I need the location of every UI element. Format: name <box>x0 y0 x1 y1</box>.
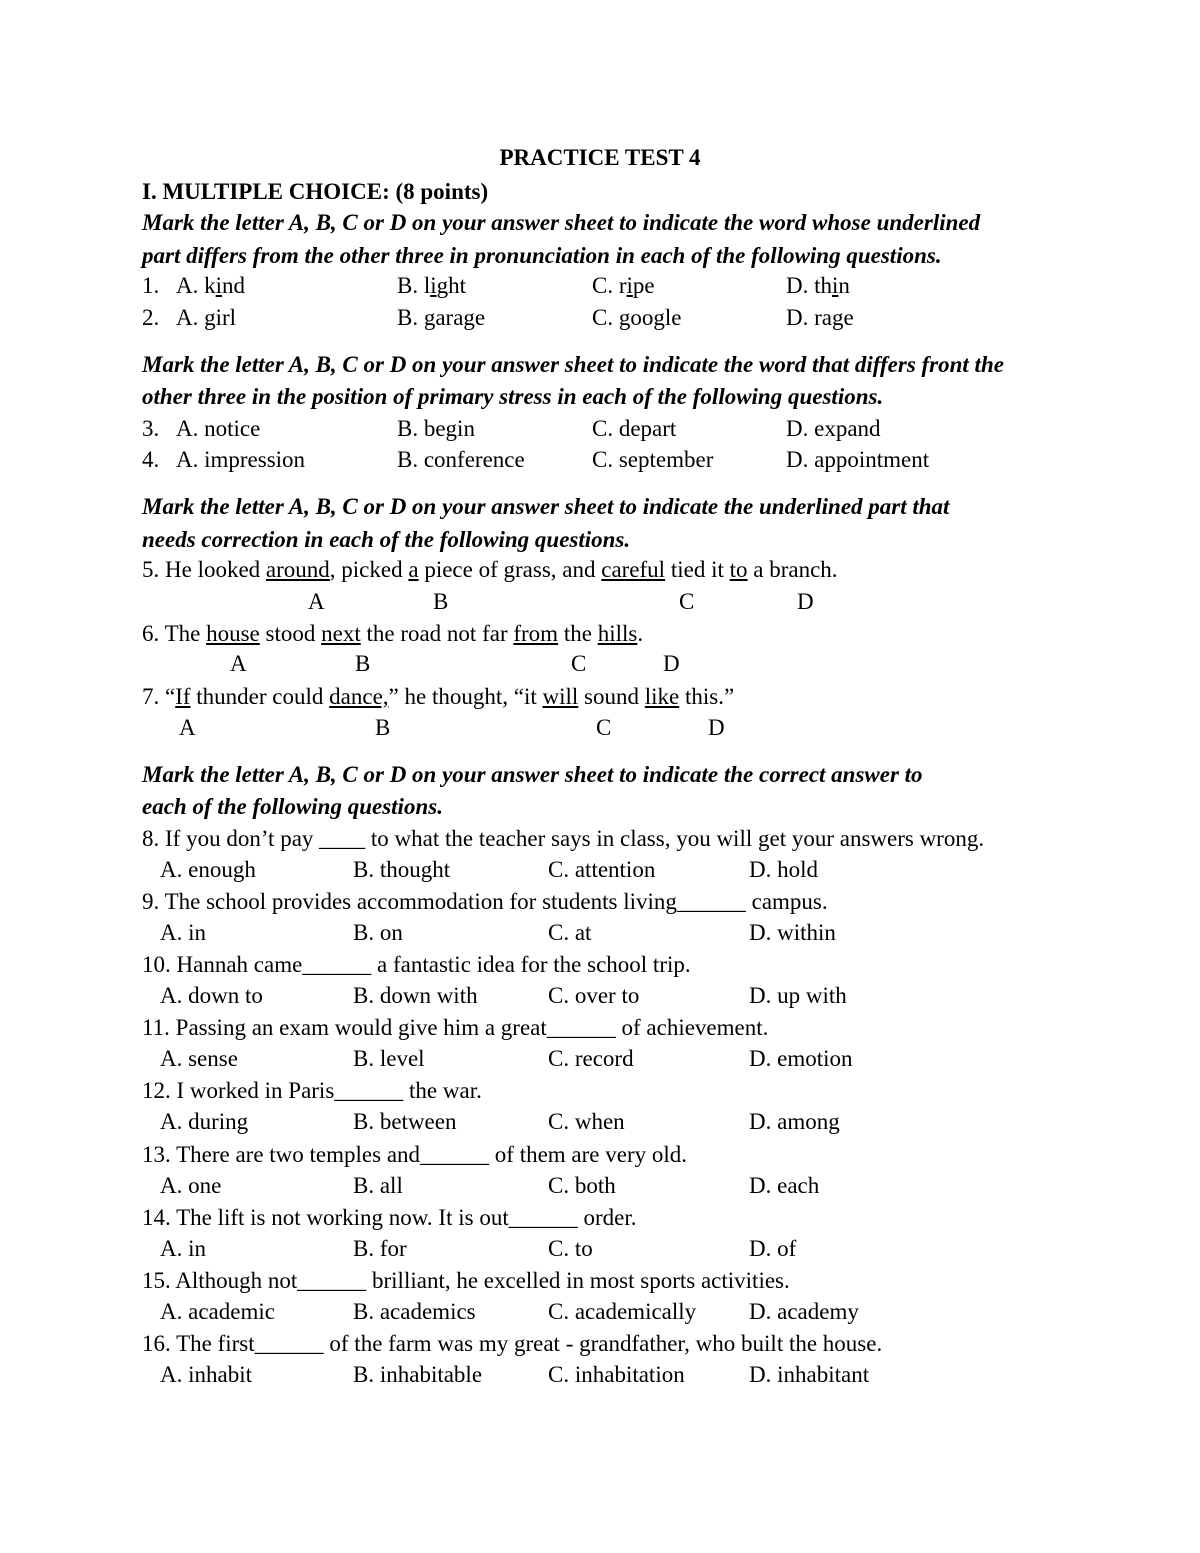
question-text: 16. The first______ of the farm was my great - grandfather, who built the house. <box>142 1331 883 1356</box>
question-text: 11. Passing an exam would give him a great______ of achievement. <box>142 1015 769 1040</box>
answer-option: C. google <box>592 305 682 330</box>
question-text: 15. Although not______ brilliant, he excelled in most sports activities. <box>142 1268 790 1293</box>
underlined-part: If <box>175 684 191 709</box>
answer-option: C. both <box>548 1173 616 1198</box>
answer-letter: C <box>679 589 695 614</box>
answer-option: B. level <box>353 1046 425 1071</box>
answer-option: A. sense <box>160 1046 238 1071</box>
instruction-line: Mark the letter A, B, C or D on your answer sheet to indicate the underlined part that <box>142 494 950 519</box>
answer-option: B. on <box>353 920 403 945</box>
answer-option: C. record <box>548 1046 634 1071</box>
underlined-part: a <box>408 557 419 582</box>
answer-letter: D <box>708 715 725 740</box>
answer-option: A. during <box>160 1109 249 1134</box>
underlined-part: around <box>265 557 330 582</box>
answer-letter: B <box>433 589 449 614</box>
answer-letter: B <box>355 651 371 676</box>
underlined-part: hills <box>597 621 638 646</box>
answer-option: B. down with <box>353 983 478 1008</box>
question-text: 9. The school provides accommodation for students living______ campus. <box>142 889 828 914</box>
answer-option: D. hold <box>749 857 818 882</box>
question-text: 7. “If thunder could dance,” he thought, “it will sound like this.” <box>142 684 735 709</box>
answer-option: C. attention <box>548 857 656 882</box>
answer-option: C. at <box>548 920 592 945</box>
instruction-line: each of the following questions. <box>142 794 443 819</box>
answer-option: C. academically <box>548 1299 697 1324</box>
answer-option: D. appointment <box>786 447 930 472</box>
underlined-part: house <box>206 621 260 646</box>
underlined-part: from <box>513 621 559 646</box>
answer-option: D. each <box>749 1173 820 1198</box>
section-heading: I. MULTIPLE CHOICE: (8 points) <box>142 179 489 204</box>
answer-letter: C <box>571 651 587 676</box>
answer-option: A. one <box>160 1173 222 1198</box>
answer-option: A. inhabit <box>160 1362 252 1387</box>
answer-letter: A <box>308 589 325 614</box>
answer-option: B. garage <box>397 305 486 330</box>
answer-letter: B <box>375 715 391 740</box>
answer-option: B. light <box>397 273 467 298</box>
answer-option: D. within <box>749 920 836 945</box>
underlined-letter: g <box>831 305 844 330</box>
answer-option: A. enough <box>160 857 256 882</box>
answer-option: D. of <box>749 1236 797 1261</box>
instruction-line: needs correction in each of the following questions. <box>142 527 631 552</box>
answer-option: C. september <box>592 447 714 472</box>
answer-option: D. academy <box>749 1299 859 1324</box>
instruction-line: Mark the letter A, B, C or D on your answer sheet to indicate the word that differs front the <box>142 352 1004 377</box>
underlined-letter: i <box>626 273 633 298</box>
answer-option: B. conference <box>397 447 525 472</box>
underlined-letter: i <box>832 273 839 298</box>
answer-letter: A <box>230 651 247 676</box>
answer-option: A. academic <box>160 1299 275 1324</box>
question-text: 10. Hannah came______ a fantastic idea for the school trip. <box>142 952 691 977</box>
instruction-line: part differs from the other three in pronunciation in each of the following questions. <box>142 243 942 268</box>
underlined-letter: g <box>204 305 216 330</box>
answer-option: C. to <box>548 1236 593 1261</box>
question-text: 14. The lift is not working now. It is out______ order. <box>142 1205 637 1230</box>
answer-option: C. over to <box>548 983 640 1008</box>
answer-option: C. when <box>548 1109 625 1134</box>
answer-option: D. emotion <box>749 1046 853 1071</box>
answer-option: B. for <box>353 1236 407 1261</box>
answer-option: B. academics <box>353 1299 476 1324</box>
answer-letter: D <box>797 589 814 614</box>
answer-option: B. inhabitable <box>353 1362 483 1387</box>
underlined-letter: g <box>618 305 631 330</box>
underlined-letter: i <box>430 273 437 298</box>
answer-option: B. between <box>353 1109 457 1134</box>
question-text: 6. The house stood next the road not far from the hills. <box>142 621 644 646</box>
question-text: 13. There are two temples and______ of them are very old. <box>142 1142 688 1167</box>
answer-option: C. inhabitation <box>548 1362 685 1387</box>
instruction-line: other three in the position of primary stress in each of the following questions. <box>142 384 884 409</box>
underlined-part: to <box>729 557 748 582</box>
underlined-part: next <box>321 621 361 646</box>
underlined-part: dance, <box>329 684 389 709</box>
underlined-part: will <box>542 684 579 709</box>
answer-option: C. ripe <box>592 273 655 298</box>
question-text: 8. If you don’t pay ____ to what the teacher says in class, you will get your answers wrong. <box>142 826 985 851</box>
answer-letter: C <box>596 715 612 740</box>
answer-option: C. depart <box>592 416 677 441</box>
answer-option: D. among <box>749 1109 840 1134</box>
answer-option: D. inhabitant <box>749 1362 870 1387</box>
answer-option: D. up with <box>749 983 847 1008</box>
underlined-part: careful <box>601 557 666 582</box>
question-number: 2. <box>142 305 160 330</box>
page-title: PRACTICE TEST 4 <box>499 145 701 170</box>
answer-letter: D <box>663 651 680 676</box>
answer-option: D. thin <box>786 273 850 298</box>
question-text: 5. He looked around, picked a piece of grass, and careful tied it to a branch. <box>142 557 838 582</box>
answer-option: A. in <box>160 1236 206 1261</box>
answer-option: A. impression <box>176 447 306 472</box>
question-number: 4. <box>142 447 160 472</box>
underlined-letter: g <box>423 305 436 330</box>
answer-option: A. in <box>160 920 206 945</box>
question-number: 3. <box>142 416 160 441</box>
answer-letter: A <box>179 715 196 740</box>
question-number: 1. <box>142 273 160 298</box>
answer-option: A. kind <box>176 273 246 298</box>
underlined-letter: i <box>215 273 223 298</box>
instruction-line: Mark the letter A, B, C or D on your answer sheet to indicate the word whose underlined <box>142 210 981 235</box>
answer-option: D. expand <box>786 416 881 441</box>
underlined-part: like <box>644 684 680 709</box>
answer-option: B. all <box>353 1173 403 1198</box>
answer-option: A. girl <box>176 305 237 330</box>
instruction-line: Mark the letter A, B, C or D on your answer sheet to indicate the correct answer to <box>142 762 923 787</box>
answer-option: A. down to <box>160 983 263 1008</box>
answer-option: A. notice <box>176 416 261 441</box>
answer-option: D. rage <box>786 305 854 330</box>
answer-option: B. thought <box>353 857 451 882</box>
question-text: 12. I worked in Paris______ the war. <box>142 1078 482 1103</box>
answer-option: B. begin <box>397 416 475 441</box>
